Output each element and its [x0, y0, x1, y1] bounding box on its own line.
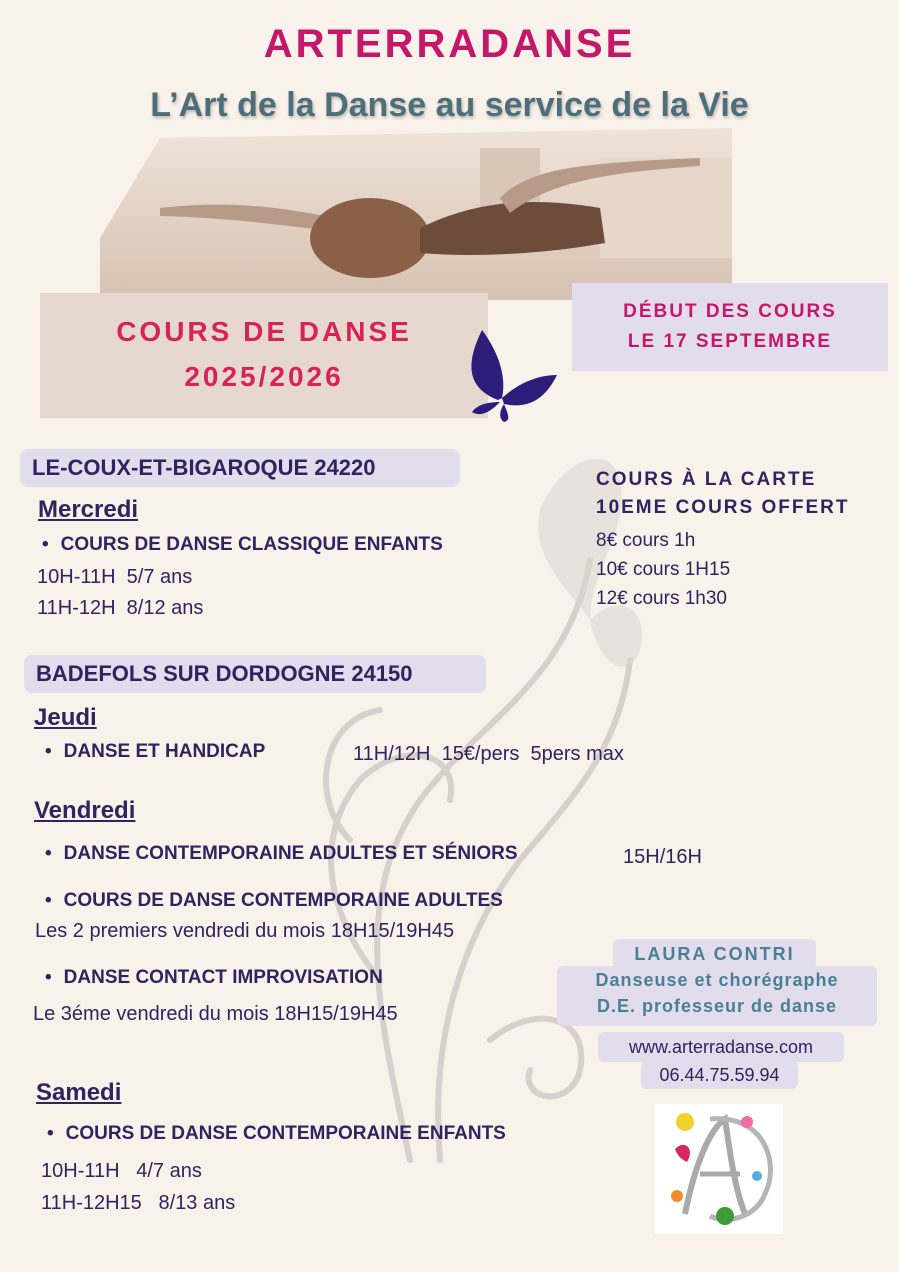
start-date-banner	[572, 283, 888, 371]
teacher-name: LAURA CONTRI	[613, 939, 816, 969]
start-label: DÉBUT DES COURS	[623, 301, 837, 322]
season-year: 2025/2026	[184, 361, 344, 392]
course-contact-improvisation: • DANSE CONTACT IMPROVISATION	[45, 967, 383, 989]
phone-number[interactable]: 06.44.75.59.94	[641, 1061, 798, 1089]
arterradanse-logo	[655, 1104, 783, 1234]
slot-mercredi-1: 10H-11H 5/7 ans	[37, 566, 193, 588]
brand-title: ARTERRADANSE	[263, 22, 636, 66]
price-1h15: 10€ cours 1H15	[596, 559, 731, 580]
butterfly-icon	[462, 330, 560, 422]
carte-offer: 10EME COURS OFFERT	[596, 497, 850, 518]
slot-mercredi-2: 11H-12H 8/12 ans	[37, 597, 204, 619]
courses-heading: COURS DE DANSE	[116, 316, 412, 347]
location-le-coux: LE-COUX-ET-BIGAROQUE 24220	[20, 449, 460, 487]
course-danse-handicap: • DANSE ET HANDICAP	[45, 741, 265, 763]
teacher-roles-box	[557, 966, 877, 1026]
start-date: LE 17 SEPTEMBRE	[627, 331, 833, 352]
adultes-detail: Les 2 premiers vendredi du mois 18H15/19H45	[35, 920, 455, 942]
day-samedi: Samedi	[36, 1079, 122, 1106]
teacher-role-1: Danseuse et chorégraphe	[595, 970, 839, 990]
price-1h30: 12€ cours 1h30	[596, 588, 727, 609]
carte-heading: COURS À LA CARTE	[596, 469, 817, 490]
location-badefols: BADEFOLS SUR DORDOGNE 24150	[24, 655, 486, 693]
day-vendredi: Vendredi	[34, 797, 136, 824]
day-mercredi: Mercredi	[38, 496, 139, 523]
courses-banner	[40, 293, 488, 418]
course-contemporaine-adultes: • COURS DE DANSE CONTEMPORAINE ADULTES	[45, 890, 503, 912]
day-jeudi: Jeudi	[34, 704, 97, 731]
seniors-time: 15H/16H	[623, 846, 702, 868]
course-contemporaine-enfants: • COURS DE DANSE CONTEMPORAINE ENFANTS	[47, 1123, 506, 1145]
slot-samedi-2: 11H-12H15 8/13 ans	[41, 1192, 236, 1214]
improvisation-detail: Le 3éme vendredi du mois 18H15/19H45	[33, 1003, 398, 1025]
slot-samedi-1: 10H-11H 4/7 ans	[41, 1160, 202, 1182]
teacher-role-2: D.E. professeur de danse	[596, 996, 838, 1016]
tagline: L’Art de la Danse au service de la Vie	[150, 86, 749, 124]
price-1h: 8€ cours 1h	[596, 530, 696, 551]
website-link[interactable]: www.arterradanse.com	[598, 1032, 844, 1062]
dancer-photo	[100, 128, 732, 300]
course-classique-enfants: • COURS DE DANSE CLASSIQUE ENFANTS	[42, 534, 443, 556]
handicap-detail: 11H/12H 15€/pers 5pers max	[353, 743, 624, 765]
course-contemporaine-seniors: • DANSE CONTEMPORAINE ADULTES ET SÉNIORS	[45, 843, 518, 865]
